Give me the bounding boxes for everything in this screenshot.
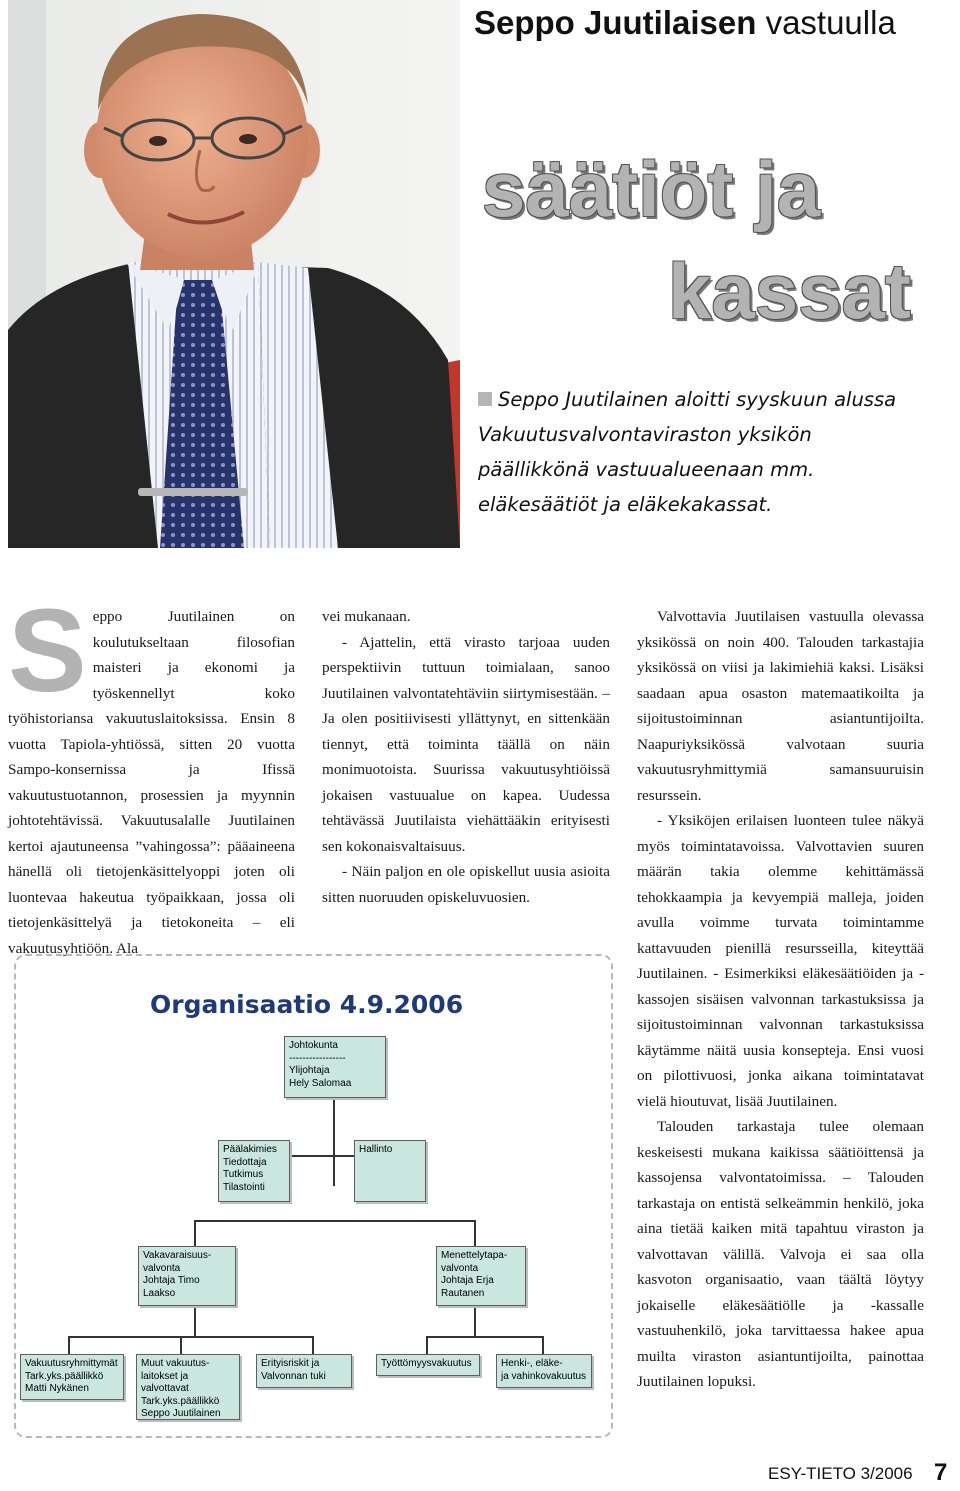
org-box-line: Laakso bbox=[143, 1287, 176, 1299]
drop-cap: S bbox=[8, 585, 87, 717]
connector-line bbox=[194, 1220, 474, 1222]
connector-line bbox=[542, 1336, 544, 1354]
org-box-line: Tark.yks.päällikkö bbox=[25, 1370, 104, 1382]
magazine-issue: ESY-TIETO 3/2006 bbox=[768, 1464, 913, 1483]
connector-line bbox=[426, 1336, 428, 1354]
column-3-paragraph-3: Talouden tarkastaja tulee olemaan keskeisesti mukana kaikissa säätiöittensä ja kassojensa valvontatoimissa. – Talouden tarkastaja on entistä selkeämmin henkilö, joka aina tietää kaiken mitä tapahtuu viraston ja valvottavan välillä. Valvoja ei saa olla kasvoton organisaatio, vaan täältä löytyy jokaiselle eläkesäätiölle ja -kassalle vastuuhenkilö, joka tarvittaessa hakee apua muilta viraston asiantuntijoilta, painottaa Juutilainen lopuksi. bbox=[637, 1118, 924, 1390]
headline-rest: vastuulla bbox=[765, 4, 896, 41]
org-box-line: Rautanen bbox=[441, 1287, 485, 1299]
column-3-paragraph-1: Valvottavia Juutilaisen vastuulla olevassa yksikössä on noin 400. Talouden tarkastajia yksikössä on viisi ja lakimiehiä kaksi. Lisäksi saadaan apua osaston matemaatikoilta ja sijoitustoiminnan asiantuntijoilta. Naapuriyksikössä valvotaan suuria vakuutusryhmittymiä samansuuruisin resurssein. bbox=[637, 608, 924, 804]
org-box-line: ja vahinkovakuutus bbox=[501, 1370, 587, 1382]
org-box-line: Johtaja Erja bbox=[441, 1275, 494, 1287]
org-box-administration bbox=[354, 1140, 426, 1202]
portrait-photo bbox=[8, 0, 460, 548]
org-box-line: Johtokunta bbox=[289, 1040, 338, 1051]
connector-line bbox=[426, 1336, 544, 1338]
connector-line bbox=[312, 1336, 314, 1354]
org-box-line: Päälakimies bbox=[223, 1144, 277, 1155]
org-box-line: Tutkimus bbox=[223, 1169, 264, 1181]
org-box-line: Vakuutusryhmittymät bbox=[25, 1358, 118, 1369]
lead-paragraph bbox=[478, 382, 928, 522]
connector-line bbox=[194, 1220, 196, 1248]
org-box-insurance-groups bbox=[20, 1354, 124, 1400]
org-box-line: Seppo Juutilainen bbox=[141, 1408, 221, 1420]
column-3-paragraph-2: - Yksiköjen erilaisen luonteen tulee näkyä myös toimintatavoissa. Valvottavien suuren määrän takia olemme kehittämässä tehokkaampia ja kevyempiä malleja, joiden avulla voimme turvata toimintamme kattavuuden pienillä resursseilla, kiteyttää Juutilainen. - Esimerkiksi eläkesäätiöiden ja -kassojen sisäisen valvonnan tarkastuksissa ja sijoitustoiminnan valvonnan tarkastuksissa käytämme näitä uusia konsepteja. Ensi vuosi on pilottivuosi, jonka aikana toimintatavat vielä hioutuvat, lisää Juutilainen. bbox=[637, 812, 924, 1110]
org-box-line: Työttömyysvakuutus bbox=[381, 1358, 472, 1369]
article-column-3 bbox=[637, 604, 924, 1395]
connector-line bbox=[290, 1155, 354, 1157]
org-box-line: Tark.yks.päällikkö bbox=[141, 1395, 220, 1407]
headline-name: Seppo Juutilaisen bbox=[474, 4, 757, 41]
org-box-conduct-supervision bbox=[436, 1246, 526, 1306]
headline bbox=[474, 4, 896, 42]
column-2-paragraph-3: - Näin paljon en ole opiskellut uusia asioita sitten nuoruuden opiskeluvuosien. bbox=[322, 863, 610, 906]
org-box-life-pension-nonlife bbox=[496, 1354, 592, 1388]
org-chart-title: Organisaatio 4.9.2006 bbox=[150, 990, 464, 1019]
org-box-line: valvottavat bbox=[141, 1383, 189, 1395]
org-box-line: valvonta bbox=[441, 1262, 479, 1274]
org-box-line: Tiedottaja bbox=[223, 1156, 267, 1168]
org-box-line: Valvonnan tuki bbox=[261, 1370, 326, 1382]
org-box-line: Hely Salomaa bbox=[289, 1077, 352, 1089]
org-box-management bbox=[284, 1036, 386, 1098]
org-box-line: ----------------- bbox=[289, 1052, 346, 1064]
org-box-line: Matti Nykänen bbox=[25, 1383, 89, 1395]
org-box-line: Menettelytapa- bbox=[441, 1250, 508, 1261]
lead-text: Seppo Juutilainen aloitti syyskuun alussa Vakuutusvalvontaviraston yksikön päällikkönä vastuualueenaan mm. eläkesäätiöt ja eläkekakassat. bbox=[478, 388, 897, 516]
org-box-solvency-supervision bbox=[138, 1246, 236, 1306]
org-box-line: Tilastointi bbox=[223, 1181, 265, 1193]
big-title-line2: kassat bbox=[668, 247, 911, 335]
connector-line bbox=[194, 1306, 196, 1336]
org-box-other-institutions bbox=[136, 1354, 240, 1420]
column-1-text: eppo Juutilainen on koulutukseltaan filosofian maisteri ja ekonomi ja työskennellyt koko työhistoriansa vakuutuslaitoksissa. Ensin 8 vuotta Tapiola-yhtiössä, sitten 20 vuotta Sampo-konsernissa ja Ifissä vakuutustuotannon, prosessien ja myynnin johtotehtävissä. Vakuutusalalle Juutilainen kertoi ajautuneensa ”vahingossa”: pääaineena hänellä oli tietojenkäsittelyoppi joten oli luontevaa hakeutua työpaikkaan, jossa oli tietojenkäsittelyä ja tietokoneita – eli vakuutusyhtiöön. Ala bbox=[8, 608, 295, 957]
org-box-line: laitokset ja bbox=[141, 1370, 189, 1382]
org-box-unemployment-insurance bbox=[376, 1354, 480, 1376]
org-box-special-risks bbox=[256, 1354, 352, 1388]
page-number: 7 bbox=[934, 1459, 948, 1486]
connector-line bbox=[68, 1336, 70, 1354]
org-box-line: Hallinto bbox=[359, 1144, 393, 1155]
connector-line bbox=[68, 1336, 312, 1338]
org-box-line: Henki-, eläke- bbox=[501, 1358, 563, 1369]
org-box-line: Erityisriskit ja bbox=[261, 1358, 320, 1369]
connector-line bbox=[474, 1306, 476, 1336]
big-title-line1: säätiöt ja bbox=[482, 145, 821, 233]
column-2-paragraph-1: vei mukanaan. bbox=[322, 608, 411, 625]
article-column-1 bbox=[8, 585, 295, 961]
article-column-2 bbox=[322, 604, 610, 910]
org-box-line: Johtaja Timo bbox=[143, 1275, 200, 1287]
org-box-line: Vakavaraisuus- bbox=[143, 1250, 212, 1261]
column-2-paragraph-2: - Ajattelin, että virasto tarjoaa uuden perspektiivin tuttuun toimialaan, sanoo Juutilainen valvontatehtäviin siirtymisestään. – Ja olen positiivisesti yllättynyt, en sittenkään tiennyt, että toiminta täällä on näin monimuotoista. Suurissa vakuutusyhtiöissä jokaisen vastuualue on kapea. Uudessa tehtävässä Juutilaista viehättääkin erityisesti sen kokonaisvaltaisuus. bbox=[322, 633, 610, 855]
connector-line bbox=[474, 1220, 476, 1248]
org-box-staff bbox=[218, 1140, 290, 1202]
org-box-line: Ylijohtaja bbox=[289, 1065, 330, 1077]
connector-line bbox=[333, 1098, 335, 1186]
org-box-line: valvonta bbox=[143, 1262, 181, 1274]
org-box-line: Muut vakuutus- bbox=[141, 1358, 210, 1369]
connector-line bbox=[180, 1336, 182, 1354]
bullet-square-icon bbox=[478, 392, 492, 406]
